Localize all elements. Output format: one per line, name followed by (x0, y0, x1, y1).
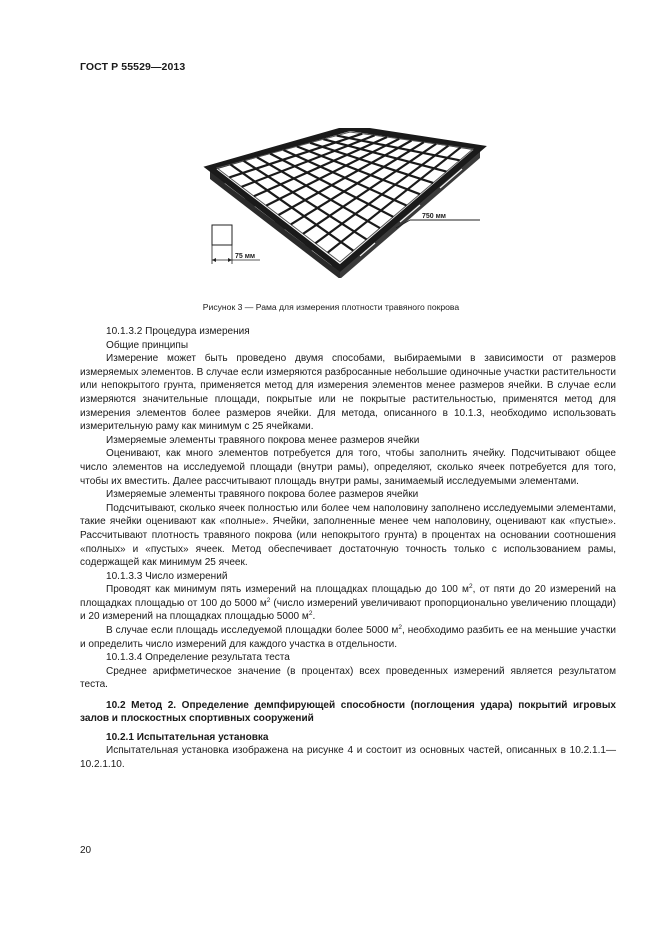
section-10-2: 10.2 Метод 2. Определение демпфирующей способности (поглощения удара) покрытий игровых залов и плоскостных спортивных сооружений (80, 699, 616, 725)
subheading-principles: Общие принципы (106, 339, 189, 351)
page-number: 20 (80, 845, 92, 856)
paragraph-methods: Измерение может быть проведено двумя способами, выбираемыми в зависимости от размеров измеряемых элементов. В случае если измеряются разбросанные небольшие одиночные участки растительности или непокрытого грунта, применяется метод для измерения элементов менее размеров ячейки. В случае если измеряются значительные площади, покрытые или не покрытые растительностью, применятся метод для измерения элементов более размеров ячейки. Для метода, описанного в 10.1.3, необходимо использовать измерительную раму как минимум с 25 ячейками. (80, 353, 616, 433)
frame-figure (200, 128, 500, 278)
dim-750-label: 750 мм (422, 213, 446, 220)
cell-square (212, 225, 232, 245)
paragraph-large-elements: Подсчитывают, сколько ячеек полностью или более чем наполовину заполнено исследуемыми элементами, такие ячейки оценивают как «полные». Ячейки, заполненные менее чем наполовину, оценивают как «пустые». Рассчитывают плотность травяного покрова (или непокрытого грунта) в процентах на основании соотношения «полных» и «пустых» ячеек. Метод обеспечивает достаточную точность только с использованием рамы, содержащей как минимум 25 ячеек. (80, 502, 616, 569)
paragraph-small-elements: Оценивают, как много элементов потребуется для того, чтобы заполнить ячейку. Подсчитывают общее число элементов на исследуемой площади (внутри рамы), определяют, сколько ячеек потребуется для того, чтобы их вместить. Далее рассчитывают площадь внутри рамы, занимаемый исследуемыми элементами. (80, 448, 616, 487)
paragraph-result: Среднее арифметическое значение (в процентах) всех проведенных измерений является результатом теста. (80, 665, 616, 691)
section-10-1-3-4: 10.1.3.4 Определение результата теста (106, 652, 290, 664)
section-10-1-3-3: 10.1.3.3 Число измерений (106, 570, 228, 582)
frame-border (210, 128, 480, 268)
page-header: ГОСТ Р 55529—2013 (80, 61, 186, 73)
measuring-frame-drawing (200, 128, 500, 278)
dim-75-label: 75 мм (235, 253, 256, 260)
subheading-large-elements: Измеряемые элементы травяного покрова более размеров ячейки (106, 489, 419, 501)
subheading-small-elements: Измеряемые элементы травяного покрова менее размеров ячейки (106, 434, 420, 446)
figure-caption: Рисунок 3 — Рама для измерения плотности травяного покрова (202, 302, 460, 312)
section-10-1-3-2: 10.1.3.2 Процедура измерения (106, 326, 250, 337)
paragraph-test-setup: Испытательная установка изображена на рисунке 4 и состоит из основных частей, описанных в 10.2.1.1—10.2.1.10. (80, 745, 616, 770)
body-text (80, 325, 616, 772)
section-10-2-1: 10.2.1 Испытательная установка (106, 731, 269, 743)
paragraph-large-area: В случае если площадь исследуемой площадки более 5000 $м^2$, необходимо разбить ее на меньшие участки и определить число измерений для каждого участка в отдельности. (80, 624, 617, 650)
paragraph-measurements-count: Проводят как минимум пять измерений на площадках площадью до 100 $м^2$, от пяти до 20 измерений на площадках площадью от 100 до 5000 $м^2$ (число измерений увеличивают пропорционально увеличению площади) и 20 измерений на площадках площадью 5000 $м^2$. (80, 583, 616, 623)
